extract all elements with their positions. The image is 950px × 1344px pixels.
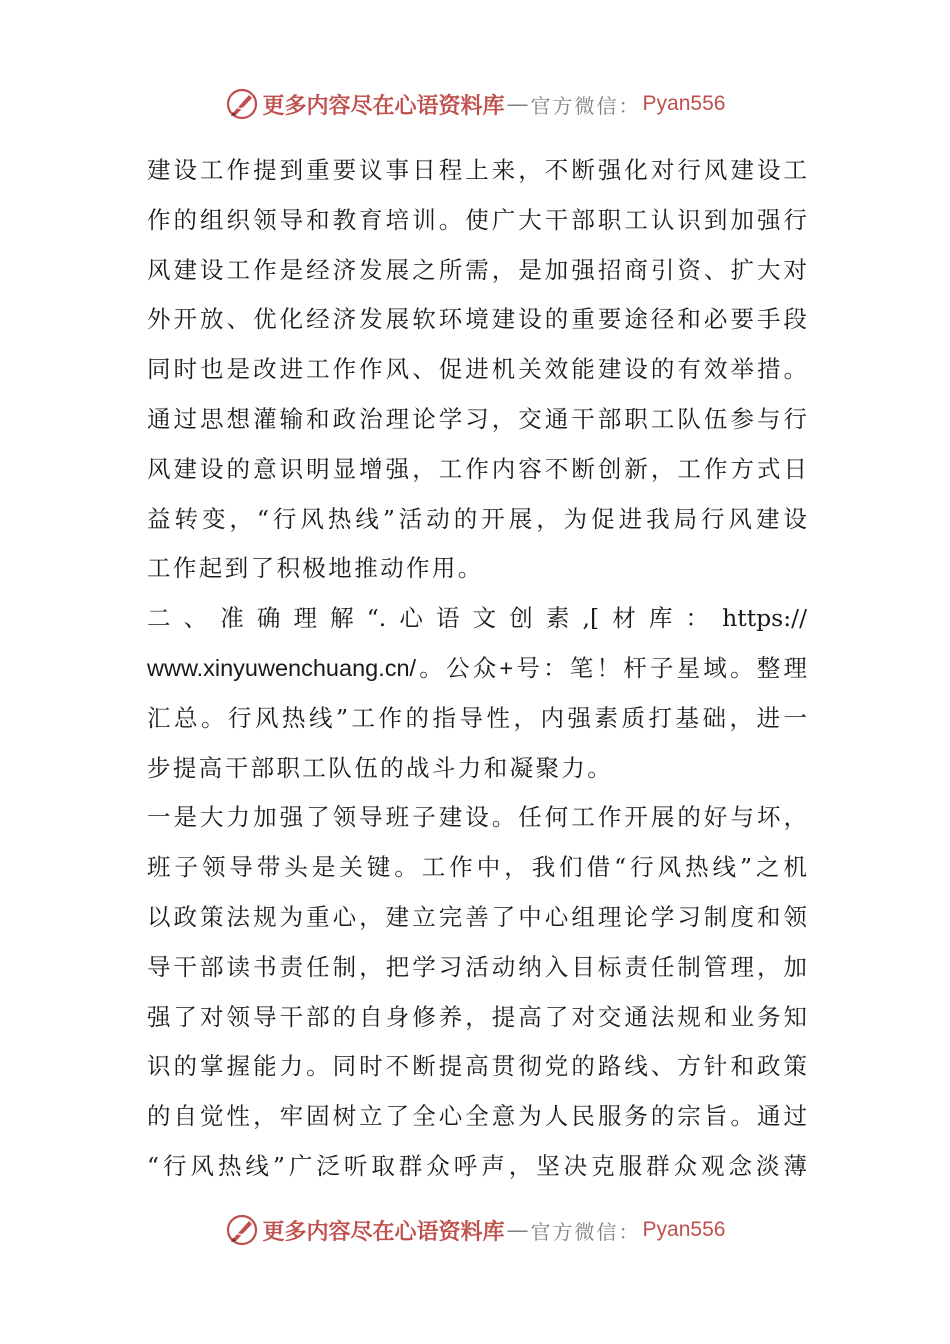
footer-separator: — (506, 1217, 529, 1243)
body-line: 的自觉性，牢固树立了全心全意为人民服务的宗旨。通过 (147, 1102, 807, 1131)
body-line: 建设工作提到重要议事日程上来，不断强化对行风建设工 (147, 156, 807, 184)
footer-banner (0, 1210, 950, 1250)
url-line: www.xinyuwenchuang.cn/。公众+号：笔！杆子星域。整理 (147, 654, 807, 681)
document-body (147, 146, 807, 1192)
pen-logo-icon (225, 1213, 259, 1247)
header-banner (0, 84, 950, 124)
body-line: 工作起到了积极地推动作用。 (147, 554, 484, 583)
body-line: 强了对领导干部的自身修养，提高了对交通法规和业务知 (147, 1002, 807, 1031)
body-line: 风建设的意识明显增强，工作内容不断创新，工作方式日 (147, 454, 807, 483)
body-line: 外开放、优化经济发展软环境建设的重要途径和必要手段 (147, 305, 807, 334)
header-wechat-label: 官方微信： (530, 93, 641, 118)
header-separator: — (506, 91, 529, 117)
footer-title: 更多内容尽在心语资料库 (262, 1218, 505, 1245)
body-line: 同时也是改进工作作风、促进机关效能建设的有效举措。 (147, 355, 807, 384)
body-line: “行风热线”广泛听取群众呼声，坚决克服群众观念淡薄 (147, 1151, 807, 1180)
section-heading-line: 二、准确理解“.心语文创素,[材库：https:// (147, 604, 807, 633)
body-line: 作的组织领导和教育培训。使广大干部职工认识到加强行 (147, 205, 807, 234)
header-title: 更多内容尽在心语资料库 (262, 92, 505, 119)
body-line: 风建设工作是经济发展之所需，是加强招商引资、扩大对 (147, 255, 807, 284)
body-line: 汇总。行风热线”工作的指导性，内强素质打基础，进一 (147, 703, 807, 732)
body-line: 导干部读书责任制，把学习活动纳入目标责任制管理，加 (147, 952, 807, 981)
body-line: 益转变，“行风热线”活动的开展，为促进我局行风建设 (147, 504, 807, 533)
body-line: 以政策法规为重心，建立完善了中心组理论学习制度和领 (147, 902, 807, 931)
body-line: 识的掌握能力。同时不断提高贯彻党的路线、方针和政策 (147, 1052, 807, 1081)
header-wechat-id: Pyan556 (642, 92, 726, 115)
pen-logo-icon (225, 87, 259, 121)
body-line: 一是大力加强了领导班子建设。任何工作开展的好与坏， (147, 803, 807, 832)
body-line: 班子领导带头是关键。工作中，我们借“行风热线”之机 (147, 853, 807, 882)
body-line: 通过思想灌输和政治理论学习，交通干部职工队伍参与行 (147, 404, 807, 433)
body-line: 步提高干部职工队伍的战斗力和凝聚力。 (147, 753, 614, 782)
footer-wechat-label: 官方微信： (530, 1219, 641, 1244)
footer-wechat-id: Pyan556 (642, 1218, 726, 1241)
